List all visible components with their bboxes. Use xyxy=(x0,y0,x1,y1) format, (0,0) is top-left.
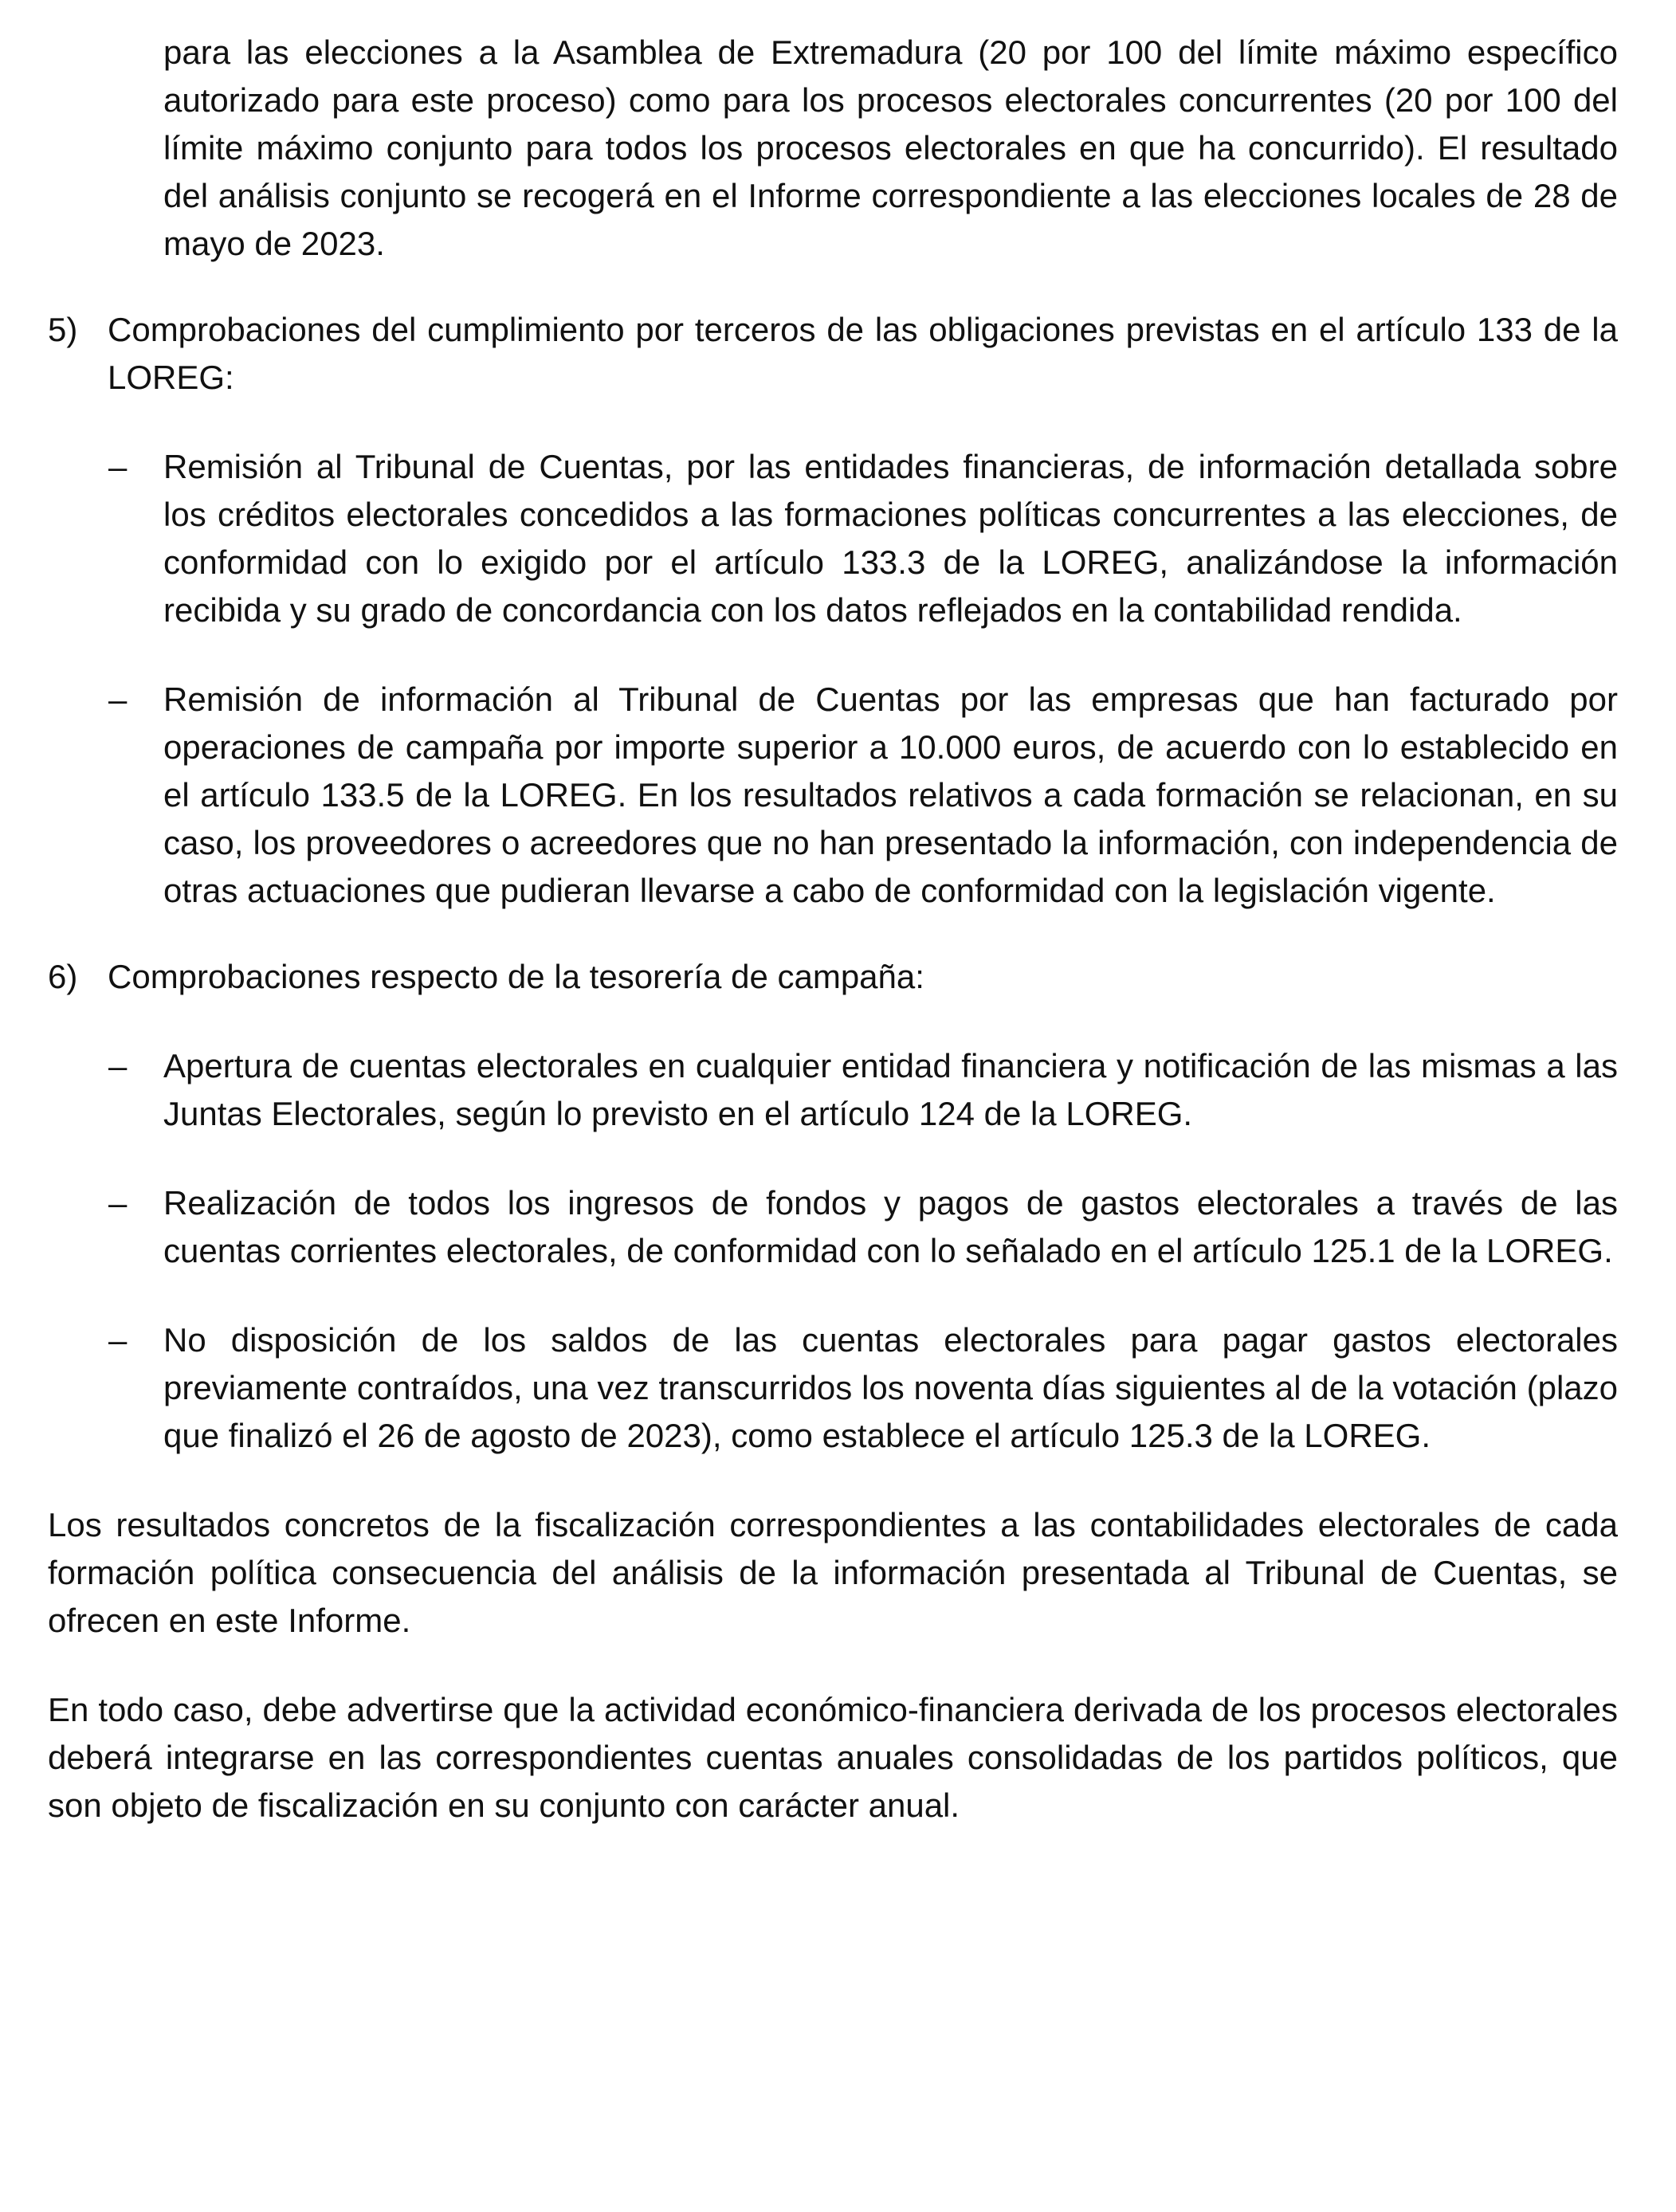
document-page xyxy=(48,29,1618,1830)
bullet-text: No disposición de los saldos de las cuentas electorales para pagar gastos electorales previamente contraídos, una vez transcurridos los noventa días siguientes al de la votación (plazo que finalizó el 26 de agosto de 2023), como establece el artículo 125.3 de la LOREG. xyxy=(163,1321,1618,1454)
section-5-text: Comprobaciones del cumplimiento por terceros de las obligaciones previstas en el artículo 133 de la LOREG: xyxy=(108,311,1618,396)
bullet-dash: – xyxy=(108,680,128,718)
section-6-item xyxy=(48,953,1618,1001)
bullet-text: Realización de todos los ingresos de fondos y pagos de gastos electorales a través de las cuentas corrientes electorales, de conformidad con lo señalado en el artículo 125.1 de la LOREG. xyxy=(163,1184,1618,1269)
section-6-bullet-1 xyxy=(48,1042,1618,1138)
bullet-text: Remisión de información al Tribunal de Cuentas por las empresas que han facturado por operaciones de campaña por importe superior a 10.000 euros, de acuerdo con lo establecido en el artículo 133.5 de la LOREG. En los resultados relativos a cada formación se relacionan, en su caso, los proveedores o acreedores que no han presentado la información, con independencia de otras actuaciones que pudieran llevarse a cabo de conformidad con la legislación vigente. xyxy=(163,680,1618,909)
section-5-bullet-1 xyxy=(48,443,1618,634)
section-5-bullet-2 xyxy=(48,676,1618,915)
bullet-dash: – xyxy=(108,1184,128,1222)
bullet-dash: – xyxy=(108,1047,128,1084)
bullet-text: Remisión al Tribunal de Cuentas, por las entidades financieras, de información detallada sobre los créditos electorales concedidos a las formaciones políticas concurrentes a las elecciones, de conformidad con lo exigido por el artículo 133.3 de la LOREG, analizándose la información recibida y su grado de concordancia con los datos reflejados en la contabilidad rendida. xyxy=(163,448,1618,629)
continuation-paragraph: para las elecciones a la Asamblea de Extremadura (20 por 100 del límite máximo específico autorizado para este proceso) como para los procesos electorales concurrentes (20 por 100 del límite máximo conjunto para todos los procesos electorales en que ha concurrido). El resultado del análisis conjunto se recogerá en el Informe correspondiente a las elecciones locales de 28 de mayo de 2023. xyxy=(163,33,1618,262)
bullet-text: Apertura de cuentas electorales en cualquier entidad financiera y notificación de las mismas a las Juntas Electorales, según lo previsto en el artículo 124 de la LOREG. xyxy=(163,1047,1618,1132)
section-6-text: Comprobaciones respecto de la tesorería de campaña: xyxy=(108,958,924,995)
section-6-number: 6) xyxy=(48,958,78,995)
bullet-dash: – xyxy=(108,1321,128,1359)
bullet-dash: – xyxy=(108,448,128,485)
section-6-bullet-3 xyxy=(48,1316,1618,1460)
closing-paragraph-1: Los resultados concretos de la fiscalización correspondientes a las contabilidades electorales de cada formación política consecuencia del análisis de la información presentada al Tribunal de Cuentas, se ofrecen en este Informe. xyxy=(48,1506,1618,1639)
section-5-number: 5) xyxy=(48,311,78,348)
closing-paragraph-2: En todo caso, debe advertirse que la actividad económico-financiera derivada de los procesos electorales deberá integrarse en las correspondientes cuentas anuales consolidadas de los partidos políticos, que son objeto de fiscalización en su conjunto con carácter anual. xyxy=(48,1691,1618,1824)
section-6-bullet-2 xyxy=(48,1179,1618,1275)
section-5-item xyxy=(48,306,1618,402)
